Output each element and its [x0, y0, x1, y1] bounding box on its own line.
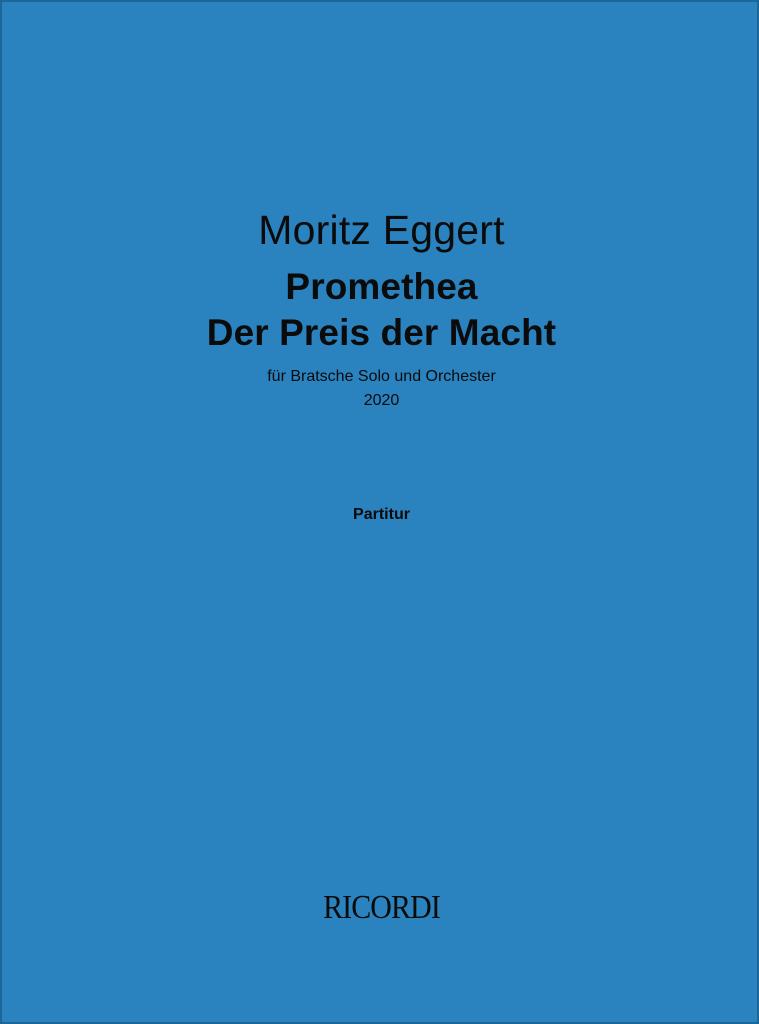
instrumentation: für Bratsche Solo und Orchester [267, 368, 496, 385]
work-subtitle: Der Preis der Macht [206, 312, 557, 353]
work-title: Promethea [285, 266, 478, 307]
composition-year: 2020 [363, 392, 400, 409]
publisher-logo: RICORDI [323, 889, 440, 926]
composer-name: Moritz Eggert [258, 207, 505, 253]
edition-type: Partitur [353, 506, 410, 523]
